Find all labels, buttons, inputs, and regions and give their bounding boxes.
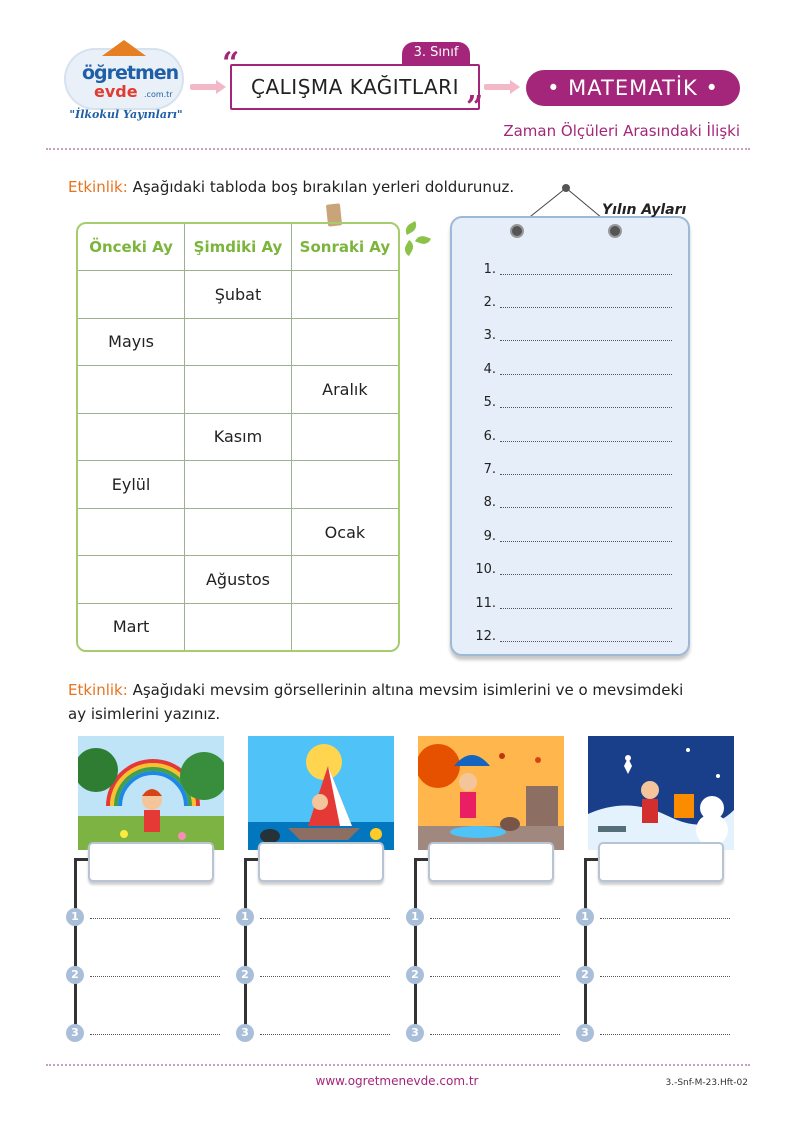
connector-line [584, 858, 598, 861]
table-cell[interactable] [78, 508, 185, 556]
pin-icon [510, 224, 524, 238]
table-cell[interactable] [291, 603, 398, 650]
logo-word2: evde [94, 82, 138, 101]
season-name-box[interactable] [428, 842, 554, 882]
table-cell[interactable]: Ağustos [185, 556, 292, 604]
table-cell[interactable]: Ocak [291, 508, 398, 556]
activity1-label: Etkinlik: [68, 178, 128, 196]
table-cell[interactable]: Mart [78, 603, 185, 650]
answer-line[interactable] [260, 1034, 390, 1035]
table-cell[interactable] [78, 271, 185, 319]
answer-line[interactable] [90, 976, 220, 977]
header-current-month: Şimdiki Ay [185, 224, 292, 271]
arrow-right-icon [190, 80, 226, 94]
table-row [78, 508, 398, 556]
month-line[interactable] [466, 291, 672, 313]
answer-line[interactable] [430, 1034, 560, 1035]
month-line[interactable] [466, 391, 672, 413]
footer-code: 3.-Snf-M-23.Hft-02 [665, 1078, 748, 1088]
month-line[interactable] [466, 558, 672, 580]
leaf-icon [402, 240, 416, 256]
pin-icon [608, 224, 622, 238]
table-row [78, 461, 398, 509]
table-row [78, 318, 398, 366]
connector-line [244, 858, 258, 861]
number-bullet: 2 [576, 966, 594, 984]
logo-word1: öğretmen [82, 62, 179, 84]
connector-line [584, 858, 587, 1038]
number-bullet: 3 [406, 1024, 424, 1042]
month-number: 1. [483, 261, 496, 277]
header-previous-month: Önceki Ay [78, 224, 185, 271]
arrow-right-icon [484, 80, 520, 94]
season-name-box[interactable] [88, 842, 214, 882]
month-number: 7. [483, 461, 496, 477]
month-number: 3. [483, 327, 496, 343]
page-title: ÇALIŞMA KAĞITLARI [230, 64, 480, 110]
month-number: 5. [483, 394, 496, 410]
month-line[interactable] [466, 625, 672, 647]
house-icon [102, 40, 146, 56]
month-number: 11. [475, 595, 496, 611]
winter-image [588, 736, 734, 850]
table-cell[interactable] [291, 318, 398, 366]
answer-line[interactable] [260, 976, 390, 977]
leaf-icon [415, 234, 431, 246]
number-bullet: 2 [406, 966, 424, 984]
footer-website[interactable]: www.ogretmenevde.com.tr [315, 1074, 479, 1088]
number-bullet: 1 [576, 908, 594, 926]
grade-tab: 3. Sınıf [402, 42, 470, 64]
month-line[interactable] [466, 525, 672, 547]
header-next-month: Sonraki Ay [291, 224, 398, 271]
logo-domain: .com.tr [144, 90, 173, 99]
table-cell[interactable] [78, 556, 185, 604]
answer-line[interactable] [600, 976, 730, 977]
table-cell[interactable]: Aralık [291, 366, 398, 414]
quote-open-icon: “ [222, 46, 240, 81]
number-bullet: 1 [66, 908, 84, 926]
number-bullet: 2 [66, 966, 84, 984]
activity1-text: Aşağıdaki tabloda boş bırakılan yerleri doldurunuz. [127, 178, 515, 196]
answer-line[interactable] [90, 1034, 220, 1035]
month-number: 8. [483, 494, 496, 510]
month-number: 9. [483, 528, 496, 544]
activity2-text-line1: Aşağıdaki mevsim görsellerinin altına mevsim isimlerini ve o mevsimdeki [127, 681, 684, 699]
connector-line [414, 858, 428, 861]
number-bullet: 3 [236, 1024, 254, 1042]
month-line[interactable] [466, 358, 672, 380]
month-number: 6. [483, 428, 496, 444]
subject-badge: • MATEMATİK • [526, 70, 740, 106]
month-line[interactable] [466, 491, 672, 513]
number-bullet: 2 [236, 966, 254, 984]
header-divider [46, 148, 750, 150]
table-cell[interactable] [185, 603, 292, 650]
logo [64, 40, 188, 124]
number-bullet: 3 [576, 1024, 594, 1042]
number-bullet: 1 [236, 908, 254, 926]
table-cell[interactable] [185, 508, 292, 556]
season-name-box[interactable] [598, 842, 724, 882]
connector-line [74, 858, 77, 1038]
month-number: 2. [483, 294, 496, 310]
months-table [76, 222, 400, 652]
month-line[interactable] [466, 425, 672, 447]
table-cell[interactable]: Eylül [78, 461, 185, 509]
month-number: 12. [475, 628, 496, 644]
table-cell[interactable]: Mayıs [78, 318, 185, 366]
page-subtitle: Zaman Ölçüleri Arasındaki İlişki [503, 122, 740, 140]
table-cell[interactable] [291, 461, 398, 509]
activity2-instruction [68, 678, 728, 726]
answer-line[interactable] [90, 918, 220, 919]
leaf-icon [403, 221, 419, 235]
board-title: Yılın Ayları [602, 202, 687, 218]
footer-divider [46, 1064, 750, 1066]
table-row [78, 366, 398, 414]
table-cell[interactable]: Kasım [185, 413, 292, 461]
connector-line [74, 858, 88, 861]
season-name-box[interactable] [258, 842, 384, 882]
number-bullet: 1 [406, 908, 424, 926]
month-number: 10. [475, 561, 496, 577]
connector-line [244, 858, 247, 1038]
answer-line[interactable] [260, 918, 390, 919]
answer-line[interactable] [430, 976, 560, 977]
table-cell[interactable] [185, 366, 292, 414]
table-cell[interactable] [185, 461, 292, 509]
table-cell[interactable] [78, 366, 185, 414]
spring-image [78, 736, 224, 850]
connector-line [414, 858, 417, 1038]
activity2-label: Etkinlik: [68, 681, 128, 699]
month-line[interactable] [466, 458, 672, 480]
answer-line[interactable] [600, 1034, 730, 1035]
summer-image [248, 736, 394, 850]
table-row [78, 556, 398, 604]
answer-line[interactable] [600, 918, 730, 919]
autumn-image [418, 736, 564, 850]
table-cell[interactable] [78, 413, 185, 461]
table-cell[interactable] [291, 413, 398, 461]
table-cell[interactable] [185, 318, 292, 366]
month-line[interactable] [466, 592, 672, 614]
table-row [78, 603, 398, 650]
table-row [78, 271, 398, 319]
activity2-text-line2: ay isimlerini yazınız. [68, 705, 221, 723]
number-bullet: 3 [66, 1024, 84, 1042]
quote-close-icon: ” [466, 90, 484, 125]
month-line[interactable] [466, 324, 672, 346]
logo-tagline: "İlkokul Yayınları" [69, 108, 183, 121]
table-row [78, 413, 398, 461]
month-line[interactable] [466, 258, 672, 280]
table-cell[interactable]: Şubat [185, 271, 292, 319]
table-cell[interactable] [291, 271, 398, 319]
answer-line[interactable] [430, 918, 560, 919]
table-cell[interactable] [291, 556, 398, 604]
month-number: 4. [483, 361, 496, 377]
